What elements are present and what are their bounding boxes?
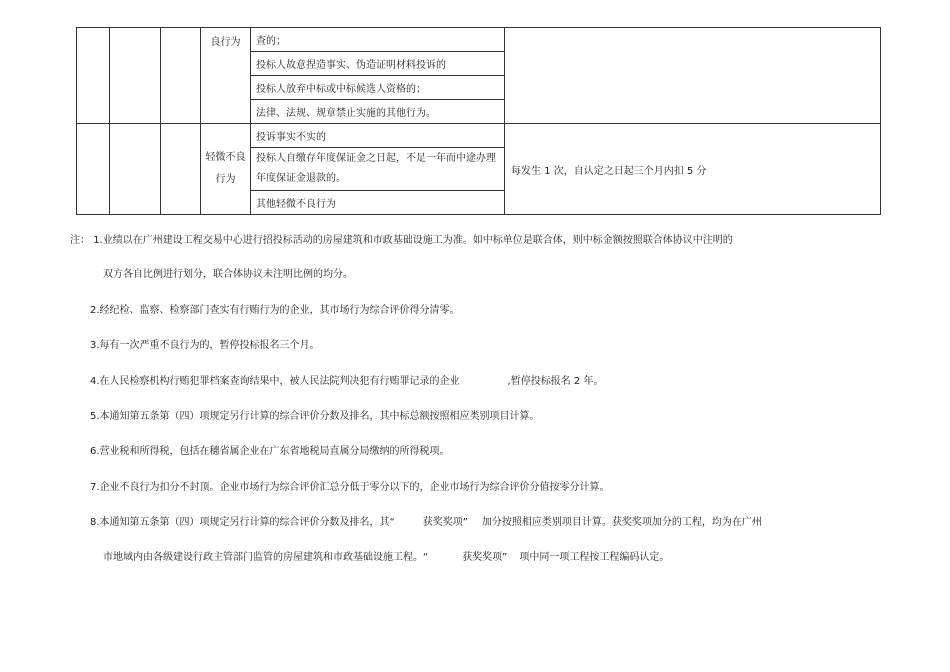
note-item-4-part2: ,暂停投标报名 2 年。 — [507, 376, 604, 387]
table-cell-blank — [161, 124, 201, 215]
note-item-4 — [90, 375, 603, 389]
note-item-1-continued: 双方各自比例进行划分，联合体协议未注明比例的均分。 — [103, 269, 353, 280]
note-item-8-part2: 加分按照相应类别项目计算。获奖奖项加分的工程，均为在广州 — [481, 517, 762, 528]
note-item-8-continued — [103, 551, 669, 565]
notes-prefix: 注： — [70, 235, 90, 246]
table-cell-item: 查的； — [251, 28, 505, 52]
category-label-section1: 良行为 — [201, 28, 251, 124]
note-item-8-award1: 获奖奖项” — [422, 517, 468, 528]
table-cell-item: 投标人自缴存年度保证金之日起，不足一年而中途办理年度保证金退款的。 — [251, 148, 505, 191]
note-item-3: 3.每有一次严重不良行为的，暂停投标报名三个月。 — [90, 340, 320, 351]
table-cell-penalty-blank — [505, 28, 881, 124]
note-item-1: 1.业绩以在广州建设工程交易中心进行招投标活动的房屋建筑和市政基础设施工为准。如中标单位是联合体，则中标金额按照联合体协议中注明的 — [93, 235, 733, 246]
table-cell-blank — [77, 124, 110, 215]
table-cell-item: 投诉事实不实的 — [251, 124, 505, 148]
table-cell-blank — [77, 28, 110, 124]
note-item-8-part4: 项中同一项工程按工程编码认定。 — [519, 552, 670, 563]
note-item-5: 5.本通知第五条第（四）项规定另行计算的综合评价分数及排名，其中标总额按照相应类别项目计算。 — [90, 411, 540, 422]
table-row — [77, 28, 881, 52]
note-item-8-part3: 市地域内由各级建设行政主管部门监管的房屋建筑和市政基础设施工程。“ — [103, 552, 429, 563]
category-label-section2: 轻微不良行为 — [201, 124, 251, 215]
note-item-2: 2.经纪检、监察、检察部门查实有行贿行为的企业，其市场行为综合评价得分清零。 — [90, 305, 460, 316]
note-item-4-part1: 4.在人民检察机构行贿犯罪档案查询结果中，被人民法院判决犯有行贿罪记录的企业 — [90, 376, 460, 387]
table-cell-item: 投标人故意捏造事实、伪造证明材料投诉的 — [251, 52, 505, 76]
notes-line-1 — [70, 234, 733, 248]
table-cell-item: 法律、法规、规章禁止实施的其他行为。 — [251, 100, 505, 124]
table-cell-blank — [161, 28, 201, 124]
table-cell-item: 其他轻微不良行为 — [251, 191, 505, 215]
table-cell-blank — [110, 28, 161, 124]
note-item-8 — [90, 516, 762, 530]
penalty-table — [76, 27, 881, 215]
note-item-6: 6.营业税和所得税，包括在穗省属企业在广东省地税局直属分局缴纳的所得税项。 — [90, 446, 450, 457]
table-cell-item: 投标人放弃中标或中标候选人资格的； — [251, 76, 505, 100]
note-item-8-award2: 获奖奖项” — [462, 552, 508, 563]
table-cell-blank — [110, 124, 161, 215]
note-item-8-part1: 8.本通知第五条第（四）项规定另行计算的综合评价分数及排名，其“ — [90, 517, 395, 528]
table-row — [77, 124, 881, 148]
note-item-7: 7.企业不良行为扣分不封顶。企业市场行为综合评价汇总分低于零分以下的，企业市场行为综合评价分值按零分计算。 — [90, 482, 610, 493]
penalty-description: 每发生 1 次，自认定之日起三个月内扣 5 分 — [505, 124, 881, 215]
